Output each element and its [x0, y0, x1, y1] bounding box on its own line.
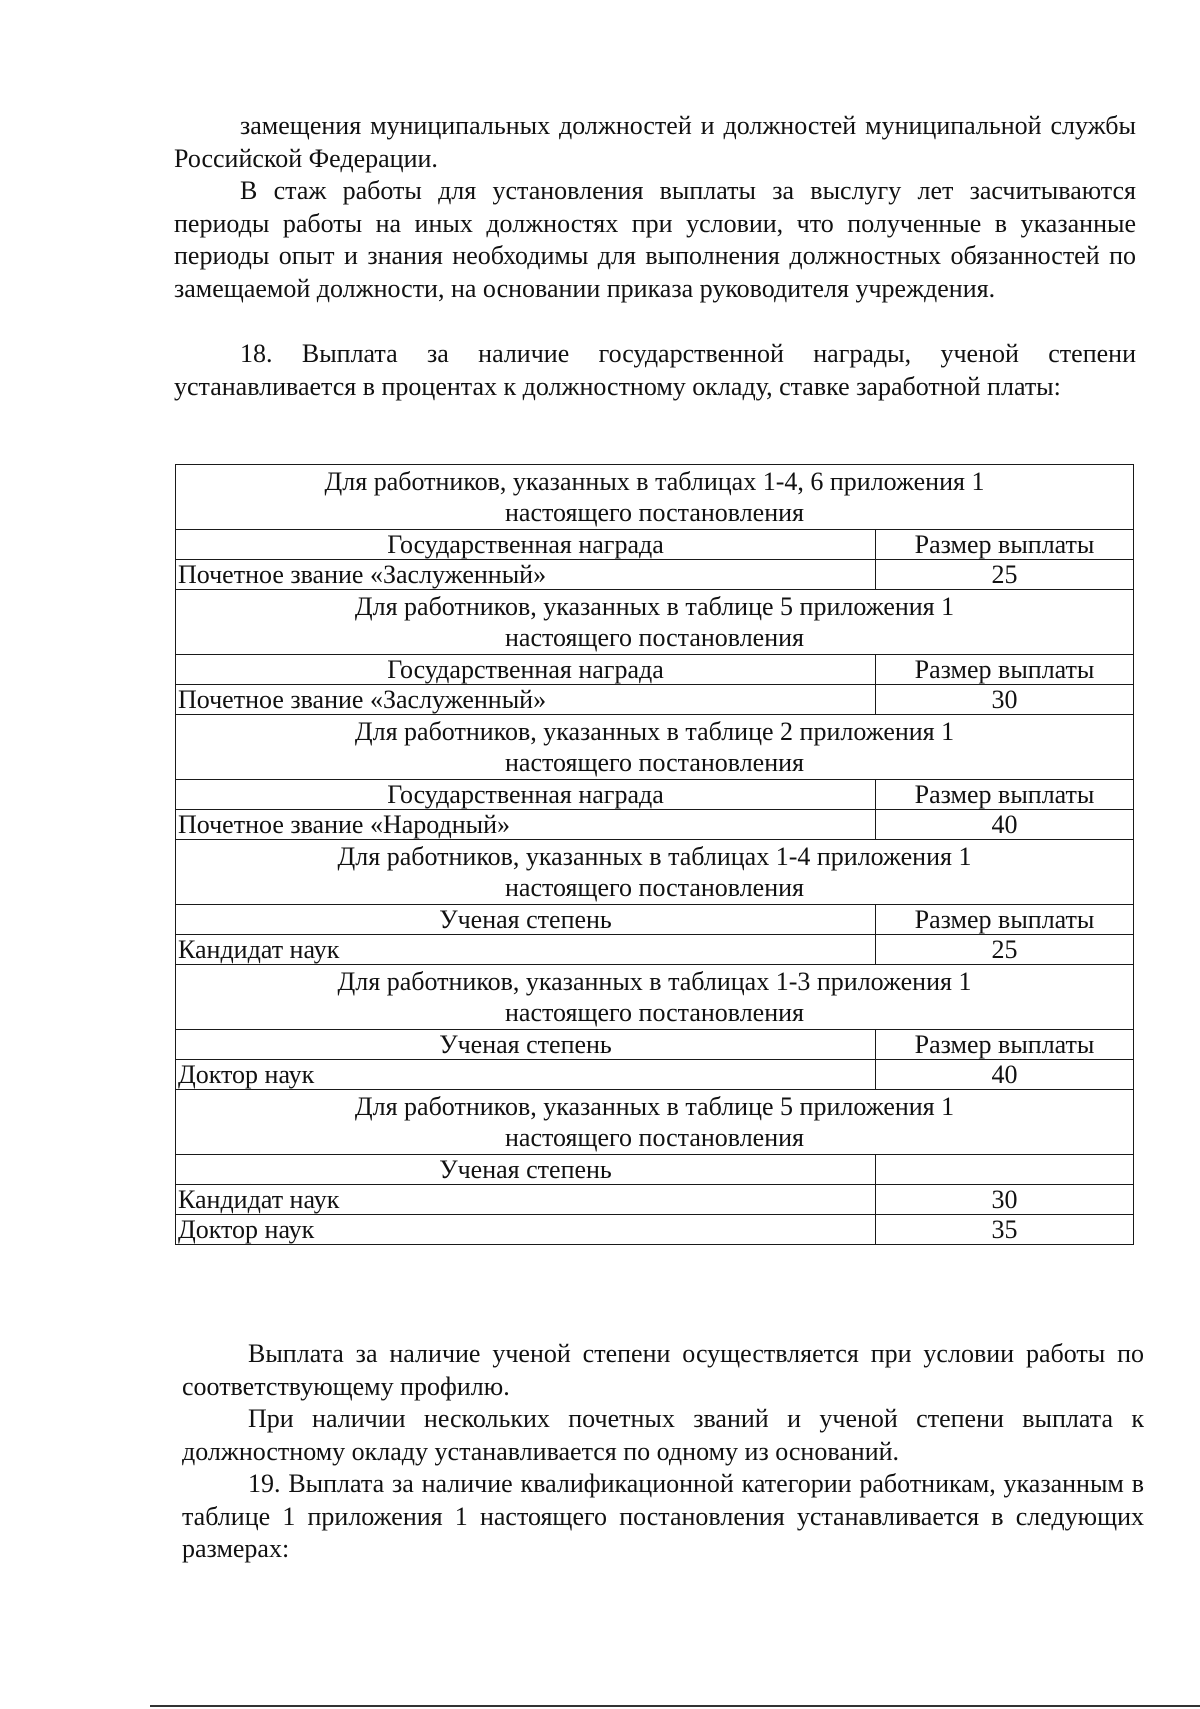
- paragraph-continuation: замещения муниципальных должностей и должностей муниципальной службы Российской Федерации.: [174, 111, 1136, 173]
- column-header-award: Государственная награда: [176, 530, 876, 560]
- table-header-row: [176, 655, 1134, 685]
- group-title-line1: Для работников, указанных в таблице 5 приложения 1: [354, 1092, 955, 1121]
- group-title-line2: настоящего постановления: [504, 748, 805, 777]
- table-row: [176, 810, 1134, 840]
- group-title: [176, 965, 1134, 1030]
- table-header-row: [176, 780, 1134, 810]
- group-title-line1: Для работников, указанных в таблицах 1-4 приложения 1: [337, 842, 972, 871]
- awards-table-body: [176, 465, 1134, 1245]
- group-title-line1: Для работников, указанных в таблице 2 приложения 1: [354, 717, 955, 746]
- paragraph-multiple-titles: При наличии нескольких почетных званий и ученой степени выплата к должностному окладу устанавливается по одному из оснований.: [182, 1404, 1144, 1466]
- column-header-amount: Размер выплаты: [876, 530, 1134, 560]
- table-header-row: [176, 1155, 1134, 1185]
- paragraph-item-18: 18. Выплата за наличие государственной награды, ученой степени устанавливается в процентах к должностному окладу, ставке заработной платы:: [174, 339, 1136, 401]
- award-value: 40: [876, 810, 1134, 840]
- table-group-row: [176, 590, 1134, 655]
- table-header-row: [176, 530, 1134, 560]
- group-title: [176, 1090, 1134, 1155]
- group-title: [176, 715, 1134, 780]
- degree-value: 40: [876, 1060, 1134, 1090]
- group-title: [176, 465, 1134, 530]
- column-header-degree: Ученая степень: [176, 905, 876, 935]
- group-title-line2: настоящего постановления: [504, 498, 805, 527]
- degree-value: 30: [876, 1185, 1134, 1215]
- table-header-row: [176, 1030, 1134, 1060]
- group-title: [176, 590, 1134, 655]
- degree-name: Кандидат наук: [176, 935, 876, 965]
- column-header-amount: Размер выплаты: [876, 780, 1134, 810]
- column-header-amount: [876, 1155, 1134, 1185]
- degree-name: Доктор наук: [176, 1060, 876, 1090]
- group-title-line1: Для работников, указанных в таблицах 1-4, 6 приложения 1: [324, 467, 985, 496]
- group-title-line1: Для работников, указанных в таблице 5 приложения 1: [354, 592, 955, 621]
- table-header-row: [176, 905, 1134, 935]
- group-title-line2: настоящего постановления: [504, 1123, 805, 1152]
- paragraph-seniority: В стаж работы для установления выплаты за выслугу лет засчитываются периоды работы на иных должностях при условии, что полученные в указанные периоды опыт и знания необходимы для выполнения должностных обязанностей по замещаемой должности, на основании приказа руководителя учреждения.: [174, 176, 1136, 303]
- group-title: [176, 840, 1134, 905]
- column-header-degree: Ученая степень: [176, 1030, 876, 1060]
- table-row: [176, 560, 1134, 590]
- award-value: 25: [876, 560, 1134, 590]
- degree-name: Кандидат наук: [176, 1185, 876, 1215]
- table-group-row: [176, 465, 1134, 530]
- paragraph-item-19: 19. Выплата за наличие квалификационной категории работникам, указанным в таблице 1 приложения 1 настоящего постановления устанавливается в следующих размерах:: [182, 1469, 1144, 1563]
- group-title-line1: Для работников, указанных в таблицах 1-3 приложения 1: [337, 967, 972, 996]
- table-row: [176, 1060, 1134, 1090]
- column-header-amount: Размер выплаты: [876, 1030, 1134, 1060]
- column-header-award: Государственная награда: [176, 655, 876, 685]
- degree-name: Доктор наук: [176, 1215, 876, 1245]
- table-group-row: [176, 1090, 1134, 1155]
- degree-value: 25: [876, 935, 1134, 965]
- award-name: Почетное звание «Заслуженный»: [176, 560, 876, 590]
- table-row: [176, 1185, 1134, 1215]
- column-header-amount: Размер выплаты: [876, 655, 1134, 685]
- award-name: Почетное звание «Народный»: [176, 810, 876, 840]
- award-name: Почетное звание «Заслуженный»: [176, 685, 876, 715]
- column-header-degree: Ученая степень: [176, 1155, 876, 1185]
- column-header-amount: Размер выплаты: [876, 905, 1134, 935]
- table-group-row: [176, 840, 1134, 905]
- table-group-row: [176, 965, 1134, 1030]
- awards-table: [175, 464, 1134, 1245]
- column-header-award: Государственная награда: [176, 780, 876, 810]
- paragraph-degree-condition: Выплата за наличие ученой степени осуществляется при условии работы по соответствующему профилю.: [182, 1339, 1144, 1401]
- group-title-line2: настоящего постановления: [504, 623, 805, 652]
- award-value: 30: [876, 685, 1134, 715]
- table-row: [176, 935, 1134, 965]
- table-group-row: [176, 715, 1134, 780]
- scan-edge-line: [150, 1705, 1200, 1707]
- group-title-line2: настоящего постановления: [504, 998, 805, 1027]
- table-row: [176, 1215, 1134, 1245]
- degree-value: 35: [876, 1215, 1134, 1245]
- table-row: [176, 685, 1134, 715]
- group-title-line2: настоящего постановления: [504, 873, 805, 902]
